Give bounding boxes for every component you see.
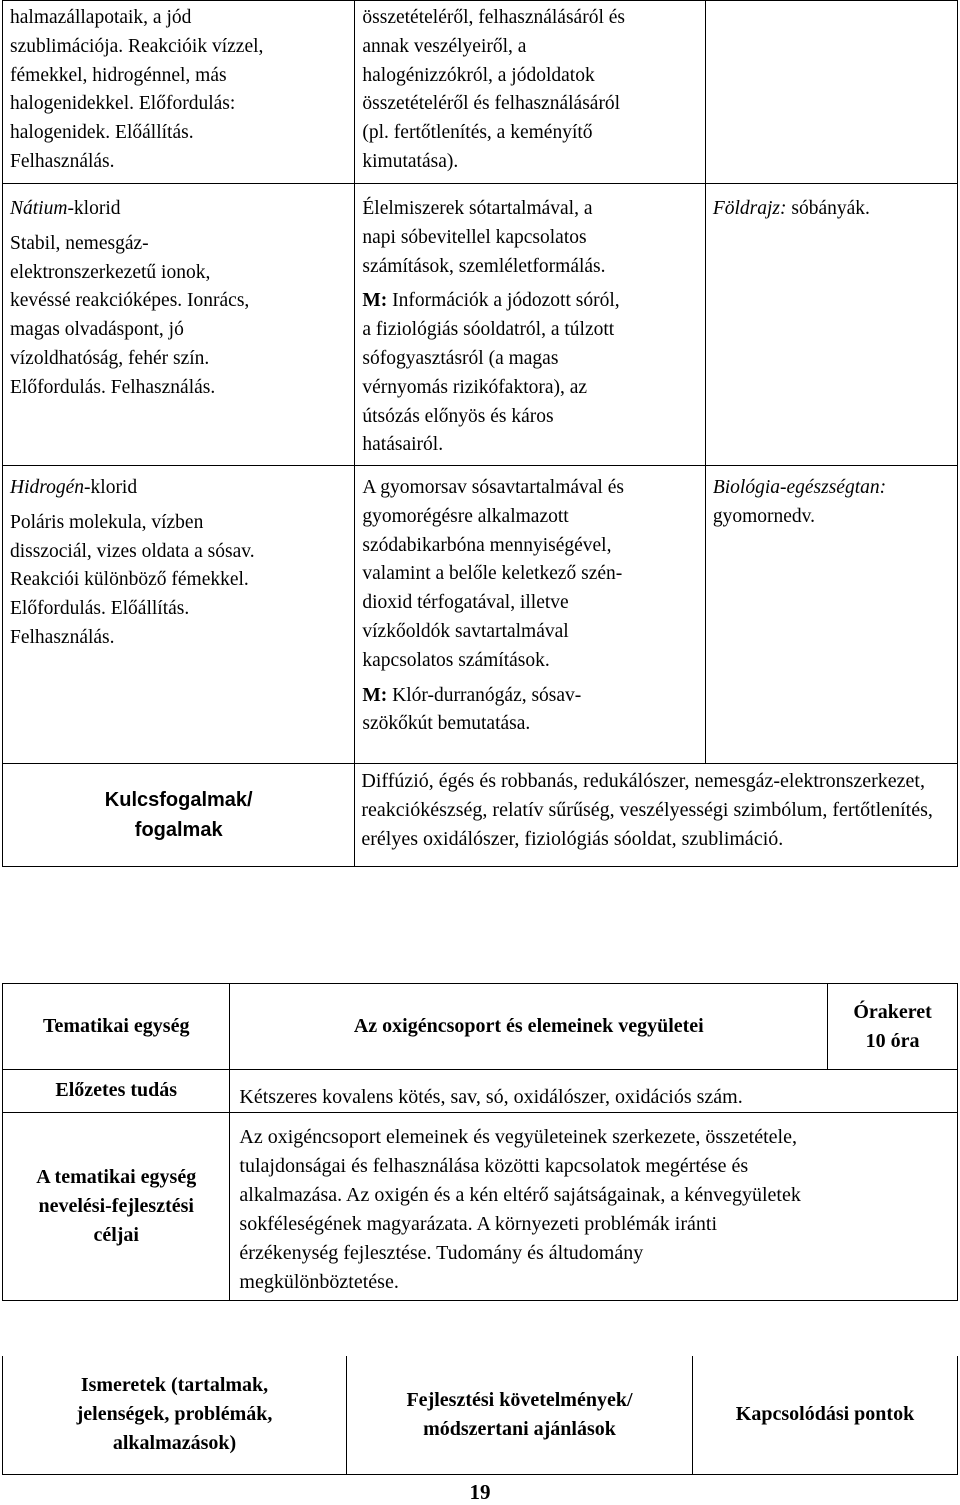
goals-cell [230,1113,958,1301]
text-line: kevéssé reakcióképes. Ionrács, [10,290,250,312]
section-title [10,474,350,503]
column-header: Ismeretek (tartalmak, [80,1374,269,1397]
text-line: kimutatása). [362,150,459,172]
text-line: valamint a belőle keletkező szén- [362,563,623,585]
text-line: kapcsolatos számítások. [362,649,550,671]
page-number: 19 [469,1480,491,1504]
text-line: vérnyomás rizikófaktora), az [362,376,588,398]
prior-knowledge-label: Előzetes tudás [55,1079,178,1101]
table-row [3,1113,958,1301]
text-line: gyomorégésre alkalmazott [362,505,569,527]
text-line: Stabil, nemesgáz- [10,232,149,254]
text-line: tulajdonságai és felhasználása közötti kapcsolatok megértése és [239,1155,749,1177]
text-line: annak veszélyeiről, a [362,35,527,57]
subject-name: Földrajz: [712,198,787,219]
text-line: Diffúzió, égés és robbanás, redukálószer, nemesgáz-elektronszerkezet, [361,770,925,792]
prior-knowledge-cell [230,1070,958,1113]
header-requirements-cell [347,1356,693,1474]
text-line: Az oxigéncsoport elemeinek és vegyületeinek szerkezete, összetétele, [239,1126,797,1148]
connections-cell [705,466,957,764]
text-line: megkülönböztetése. [239,1271,399,1293]
key-concepts-cell [355,764,958,867]
text-line: halogenidekkel. Előfordulás: [10,93,236,115]
table-row [3,466,958,764]
text-line: magas olvadáspont, jó [10,319,184,341]
content-cell [3,1,355,184]
requirements-cell [355,184,705,466]
text-line: hatásairól. [362,434,444,456]
text-line: (pl. fertőtlenítés, a keményítő [362,122,593,144]
column-header: Fejlesztési követelmények/ [406,1388,633,1411]
text-line: sófogyasztásról (a magas [362,347,559,369]
text-line [362,682,700,711]
column-header: Kapcsolódási pontok [735,1403,915,1426]
goals-label-cell [3,1113,230,1301]
requirements-cell [355,466,705,764]
content-cell [3,184,355,466]
connections-cell [705,1,957,184]
connections-cell [705,184,957,466]
text-line: alkalmazása. Az oxigén és a kén eltérő sajátságainak, a kénvegyületek [239,1184,801,1206]
text-line: fémekkel, hidrogénnel, más [10,64,227,86]
text-line: a fiziológiás sóoldatról, a túlzott [362,319,615,341]
key-concepts-row [3,764,958,867]
text-line: elektronszerkezetű ionok, [10,261,211,283]
section-title [10,195,350,224]
key-concepts-label-cell [3,764,355,867]
goals-label: nevelési-fejlesztési [38,1195,194,1217]
text-line: halmazállapotaik, a jód [10,7,192,28]
method-label: M: [362,290,388,312]
table-row [3,1,958,184]
text-line: Reakciói különböző fémekkel. [10,569,249,591]
method-label: M: [362,684,388,706]
header-connections-cell [693,1356,958,1474]
text-line [362,287,700,316]
column-header: jelenségek, problémák, [76,1403,273,1426]
title-rest: -klorid [84,477,138,498]
subject-topic: sóbányák. [786,198,870,219]
table-row [3,984,958,1070]
text-line: Felhasználás. [10,150,115,172]
key-concepts-label: Kulcsfogalmak/ [104,789,253,811]
subject-topic: gyomornedv. [712,505,816,527]
key-concepts-label: fogalmak [134,819,223,841]
prior-knowledge-text: Kétszeres kovalens kötés, sav, só, oxidálószer, oxidációs szám. [239,1086,743,1108]
title-rest: -klorid [67,198,121,219]
unit-title: Az oxigéncsoport és elemeinek vegyületei [353,1015,704,1037]
text-line: disszociál, vizes oldata a sósav. [10,540,255,562]
header-content-cell [3,1356,347,1474]
text-line: erélyes oxidálószer, fiziológiás sóoldat, szublimáció. [361,828,784,850]
text-line: reakciókészség, relatív sűrűség, veszélyességi szimbólum, fertőtlenítés, [361,799,933,821]
column-header-table [2,1356,958,1475]
table-row [3,1356,958,1474]
text-line: halogenidek. Előállítás. [10,122,194,144]
column-header: módszertani ajánlások [423,1417,616,1440]
text-line: szódabikarbóna mennyiségével, [362,534,612,556]
text-line: összetételéről és felhasználásáról [362,93,621,115]
content-cell [3,466,355,764]
hours-label: Órakeret [853,1000,932,1023]
text-line: érzékenység fejlesztése. Tudomány és áltudomány [239,1242,644,1264]
goals-label: céljai [93,1224,139,1246]
connection-text [713,195,953,224]
text-line: vízoldhatóság, fehér szín. [10,347,210,369]
goals-label: A tematikai egység [36,1166,197,1188]
text-line: halogénizzókról, a jódoldatok [362,64,595,86]
text-line: dioxid térfogatával, illetve [362,592,569,614]
title-italic: Nátium [10,198,68,219]
text-line: szublimációja. Reakcióik vízzel, [10,35,264,57]
text-line: napi sóbevitellel kapcsolatos [362,226,587,248]
column-header: alkalmazások) [112,1432,237,1455]
text-line: Előfordulás. Felhasználás. [10,376,216,398]
title-italic: Hidrogén [10,477,85,498]
unit-label-cell [3,984,230,1070]
text-line: Felhasználás. [10,626,115,648]
hours-value: 10 óra [865,1029,920,1052]
text-line: A gyomorsav sósavtartalmával és [362,477,624,498]
method-text: Információk a jódozott sóról, [387,290,620,312]
text-line: összetételéről, felhasználásáról és [362,7,625,28]
requirements-cell [355,1,705,184]
text-line: útsózás előnyös és káros [362,405,554,427]
unit-title-cell [230,984,828,1070]
unit-label: Tematikai egység [42,1015,190,1037]
text-line: vízkőoldók savtartalmával [362,620,569,642]
text-line: sokféleségének magyarázata. A környezeti problémák iránti [239,1213,717,1235]
text-line: Előfordulás. Előállítás. [10,598,190,620]
text-line: Poláris molekula, vízben [10,511,204,533]
method-text: Klór-durranógáz, sósav- [387,684,582,706]
prior-knowledge-label-cell [3,1070,230,1113]
table-row [3,1070,958,1113]
subject-name: Biológia-egészségtan: [712,477,887,498]
hours-cell [828,984,958,1070]
text-line: Élelmiszerek sótartalmával, a [362,198,593,219]
text-line: számítások, szemléletformálás. [362,255,606,277]
thematic-unit-table [2,983,958,1301]
curriculum-table-halogens [2,0,958,867]
table-row [3,184,958,466]
text-line: szökőkút bemutatása. [362,713,531,735]
